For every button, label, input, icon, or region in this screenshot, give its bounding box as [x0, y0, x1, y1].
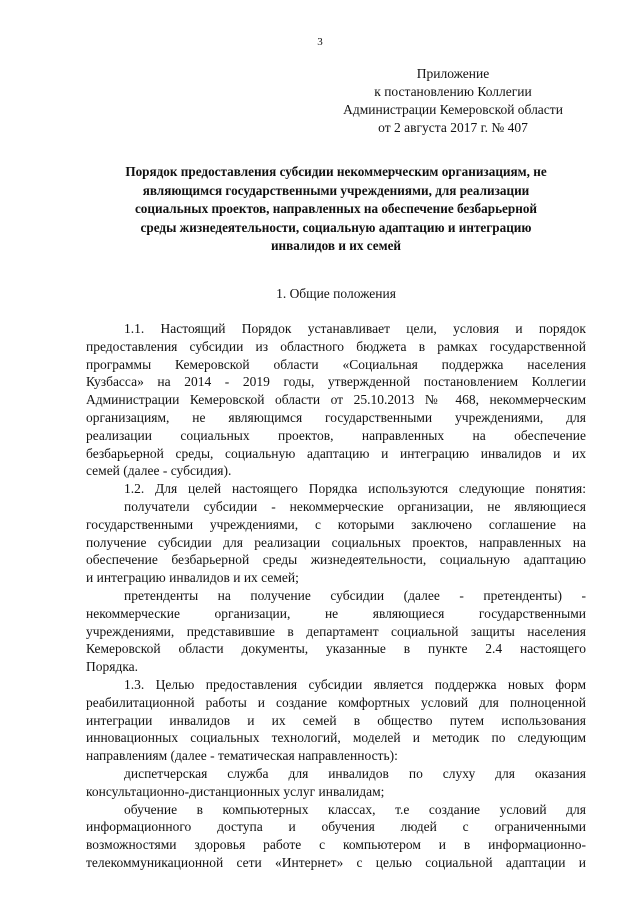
- section-heading: 1. Общие положения: [276, 286, 396, 301]
- body-line: организациям, не являющимся государственными учреждениями, для: [86, 409, 586, 425]
- appendix-line: Администрации Кемеровской области: [343, 102, 563, 117]
- body-line: 1.3. Целью предоставления субсидии является поддержка новых форм: [124, 676, 586, 692]
- body-line: инновационных социальных технологий, моделей и методик по следующим: [86, 730, 586, 746]
- body-line: семей (далее - субсидия).: [86, 463, 232, 479]
- body-line: интеграции инвалидов и их семей в общество путем использования: [86, 712, 586, 728]
- title-line: социальных проектов, направленных на обеспечение безбарьерной: [134, 201, 538, 216]
- title-line: среды жизнедеятельности, социальную адаптацию и интеграцию: [140, 219, 532, 235]
- appendix-line: к постановлению Коллегии: [374, 84, 532, 99]
- page-number: 3: [317, 36, 323, 48]
- body-line: диспетчерская служба для инвалидов по слуху для оказания: [124, 765, 586, 781]
- body-line: консультационно-дистанционных услуг инвалидам;: [86, 783, 385, 799]
- title-line: Порядок предоставления субсидии некоммерческим организациям, не: [125, 164, 547, 179]
- body-line: телекоммуникационной сети «Интернет» с целью социальной адаптации и: [86, 854, 586, 870]
- body-line: претенденты на получение субсидии (далее - претенденты) -: [124, 587, 586, 603]
- appendix-line: от 2 августа 2017 г. № 407: [378, 120, 528, 135]
- body-line: Кемеровской области документы, указанные в пункте 2.4 настоящего: [86, 641, 586, 657]
- body-line: обучение в компьютерных классах, т.е создание условий для: [124, 801, 586, 817]
- body-line: 1.2. Для целей настоящего Порядка используются следующие понятия:: [124, 481, 586, 497]
- body-line: Администрации Кемеровской области от 25.10.2013 № 468, некоммерческим: [86, 392, 586, 408]
- body-line: и интеграцию инвалидов и их семей;: [86, 570, 299, 586]
- body-line: учреждениями, представившие в департамент социальной защиты населения: [86, 623, 586, 639]
- title-line: являющимся государственными учреждениями, для реализации: [142, 182, 530, 198]
- body-line: безбарьерной среды, социальную адаптацию и интеграцию инвалидов и их: [86, 445, 586, 461]
- body-line: программы Кемеровской области «Социальная поддержка населения: [86, 356, 586, 372]
- body-line: получение субсидии для реализации социальных проектов, направленных на: [86, 534, 586, 550]
- body-line: Порядка.: [86, 659, 139, 675]
- body-line: обеспечение безбарьерной среды жизнедеятельности, социальную адаптацию: [86, 552, 586, 568]
- body-line: получатели субсидии - некоммерческие организации, не являющиеся: [124, 498, 586, 514]
- body-text: [86, 320, 586, 872]
- body-line: реабилитационной работы и создание комфортных условий для полноценной: [86, 694, 586, 710]
- body-line: направлениям (далее - тематическая направленность):: [86, 748, 398, 764]
- document-title: [86, 163, 586, 256]
- appendix-block: [318, 65, 588, 137]
- body-line: 1.1. Настоящий Порядок устанавливает цели, условия и порядок: [124, 321, 586, 336]
- body-line: возможностями здоровья работе с компьютером и в информационно-: [86, 837, 586, 853]
- body-line: некоммерческие организации, не являющиеся государственными: [86, 605, 586, 621]
- body-line: предоставления субсидии из областного бюджета в рамках государственной: [86, 338, 586, 354]
- body-line: информационного доступа и обучения людей с ограниченными: [86, 819, 586, 835]
- body-line: государственными учреждениями, с которыми заключено соглашение на: [86, 516, 586, 532]
- title-line: инвалидов и их семей: [270, 238, 402, 253]
- body-line: Кузбасса» на 2014 - 2019 годы, утвержденной постановлением Коллегии: [86, 374, 586, 390]
- appendix-line: Приложение: [416, 66, 490, 81]
- body-line: реализации социальных проектов, направленных на обеспечение: [86, 427, 586, 443]
